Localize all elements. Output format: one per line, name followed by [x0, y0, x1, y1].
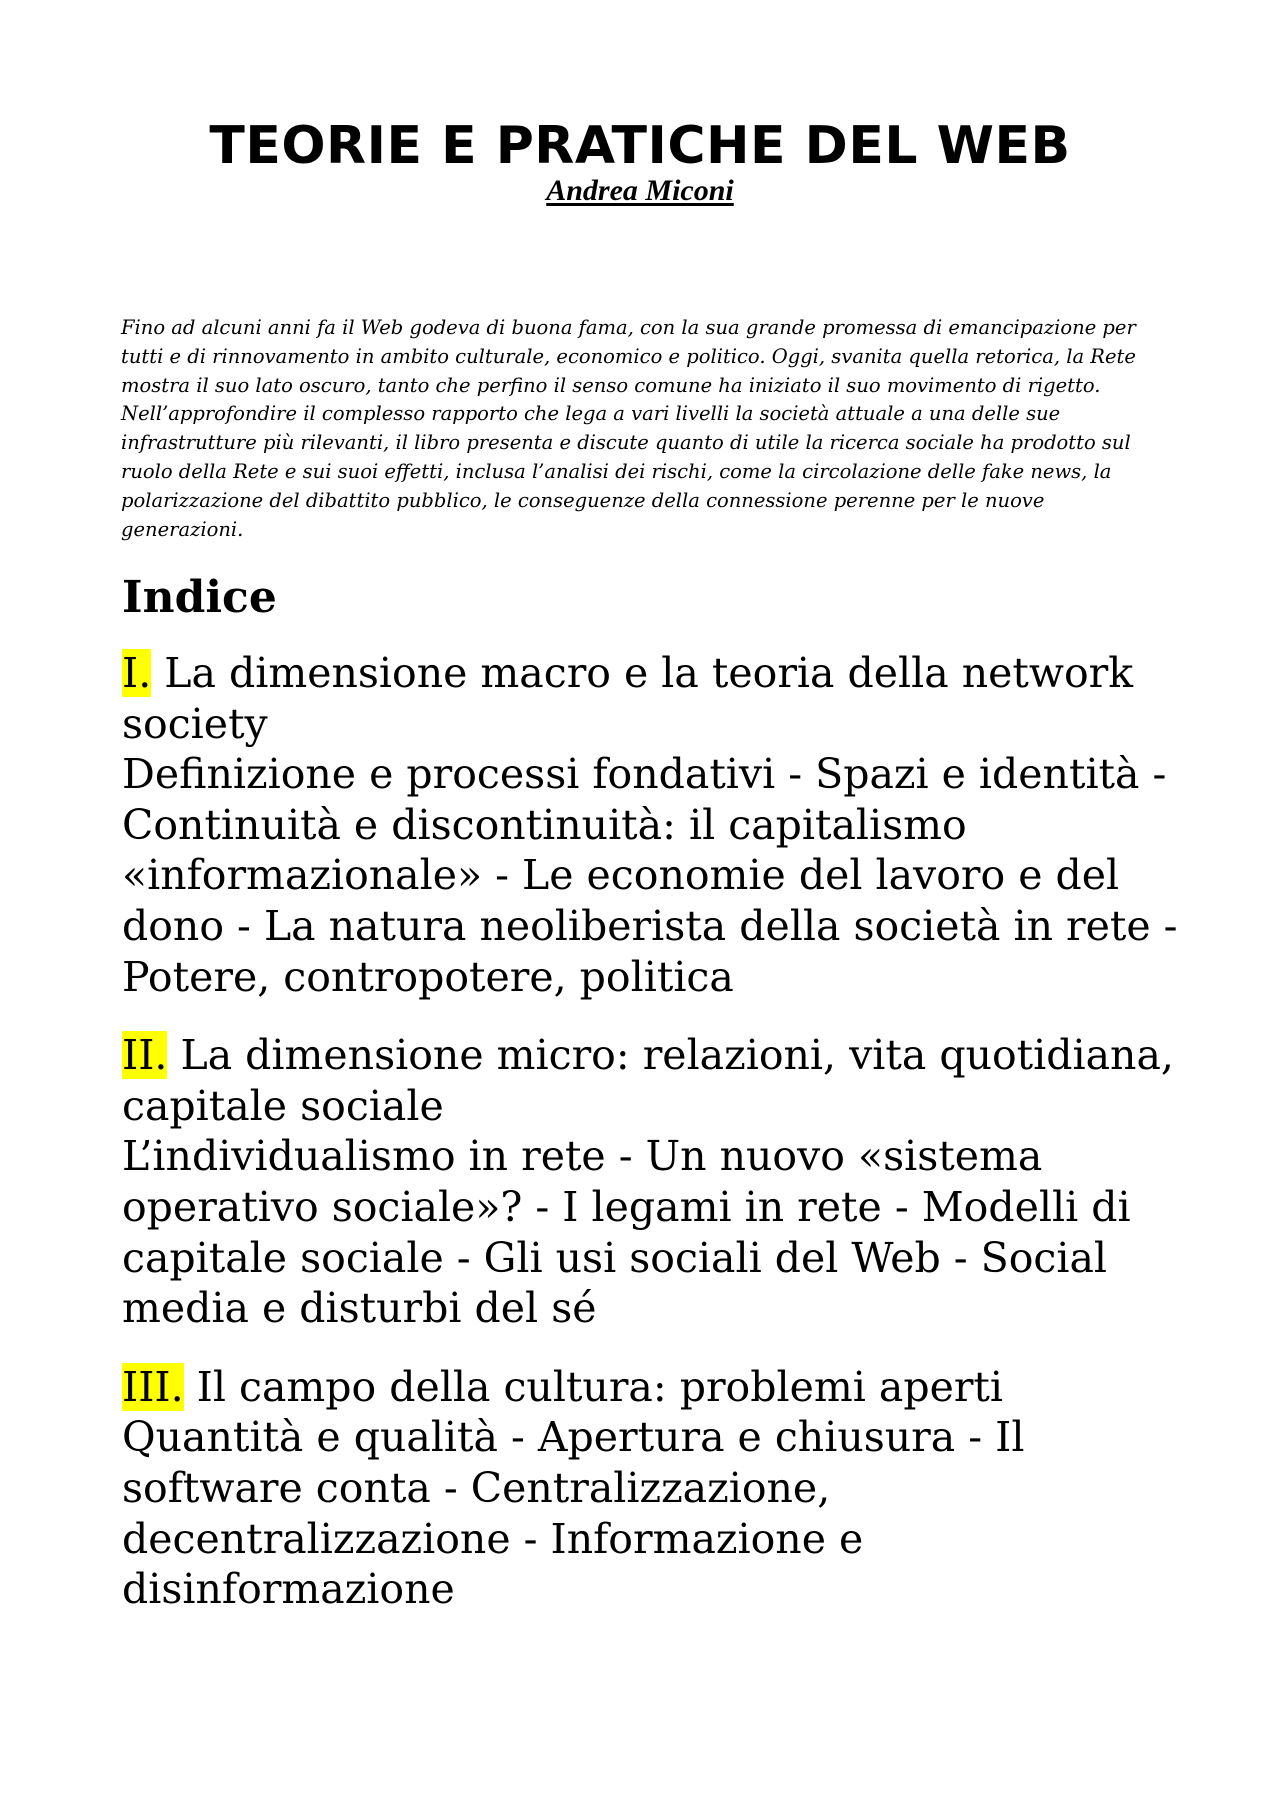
abstract-paragraph: Fino ad alcuni anni fa il Web godeva di buona fama, con la sua grande promessa di emancipazione per tutti e di rinnovamento in ambito culturale, economico e politico. Oggi, svanita quella retorica, la Rete mostra il suo lato oscuro, tanto che perfino il senso comune ha iniziato il suo movimento di rigetto. Nell’approfondire il complesso rapporto che lega a vari livelli la società attuale a una delle sue infrastrutture più rilevanti, il libro presenta e discute quanto di utile la ricerca sociale ha prodotto sul ruolo della Rete e sui suoi effetti, inclusa l’analisi dei rischi, come la circolazione delle fake news, la polarizzazione del dibattito pubblico, le conseguenze della connessione perenne per le nuove generazioni. — [121, 316, 1136, 541]
chapter-title: La dimensione micro: relazioni, vita quotidiana, capitale sociale — [122, 1031, 1174, 1130]
chapter-topics: L’individualismo in rete - Un nuovo «sistema operativo sociale»? - I legami in rete - Modelli di capitale sociale - Gli usi sociali del Web - Social media e disturbi del sé — [122, 1132, 1131, 1333]
chapter-topics: Quantità e qualità - Apertura e chiusura - Il software conta - Centralizzazione, decentralizzazione - Informazione e disinformazione — [122, 1413, 1025, 1614]
chapter-entry — [122, 1362, 1202, 1615]
chapter-entry — [122, 1030, 1202, 1334]
chapter-topics: Definizione e processi fondativi - Spazi e identità - Continuità e discontinuità: il capitalismo «informazionale» - Le economie del lavoro e del dono - La natura neoliberista della società in rete - Potere, contropotere, politica — [122, 750, 1178, 1001]
author-name: Andrea Miconi — [546, 174, 734, 207]
author-name-line — [0, 172, 1280, 210]
chapter-entry — [122, 648, 1202, 1002]
chapter-2 — [122, 1030, 1202, 1334]
chapter-list — [122, 648, 1202, 1643]
chapter-number: II. — [122, 1031, 168, 1080]
chapter-title: La dimensione macro e la teoria della network society — [122, 649, 1134, 748]
chapter-number: I. — [122, 649, 152, 697]
chapter-title: Il campo della cultura: problemi aperti — [183, 1362, 1004, 1411]
chapter-3 — [122, 1362, 1202, 1615]
chapter-number: III. — [122, 1362, 184, 1411]
document-title: TEORIE E PRATICHE DEL WEB — [209, 116, 1071, 176]
chapter-1 — [122, 648, 1202, 1002]
index-heading: Indice — [122, 572, 277, 623]
